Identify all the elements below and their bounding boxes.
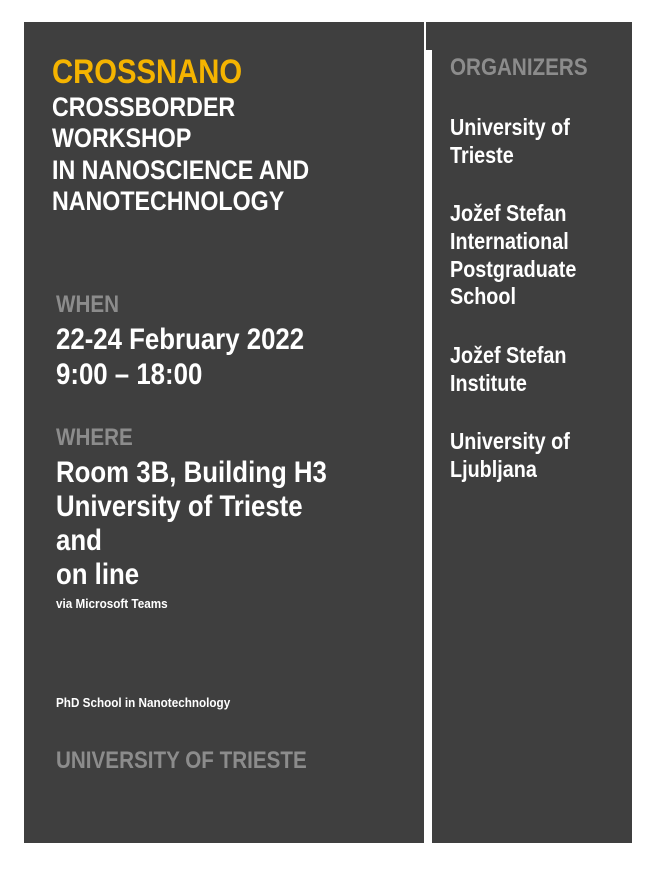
organizer-3-line-2: Institute (450, 370, 527, 396)
where-line-2: University of Trieste (56, 490, 303, 523)
organizer-2-line-1: Jožef Stefan (450, 200, 567, 226)
organizer-3-line-1: Jožef Stefan (450, 342, 567, 368)
organizer-1-line-1: University of (450, 114, 570, 140)
organizer-2-line-2: International (450, 228, 569, 254)
where-line-4: on line (56, 558, 140, 591)
phd-school: PhD School in Nanotechnology (56, 695, 231, 710)
right-panel-top (426, 22, 632, 50)
event-title-line-3: IN NANOSCIENCE AND (52, 155, 310, 185)
organizer-2-line-3: Postgraduate (450, 256, 577, 282)
organizer-4-line-2: Ljubljana (450, 456, 537, 482)
event-date: 22-24 February 2022 (56, 323, 305, 356)
where-note: via Microsoft Teams (56, 596, 168, 611)
when-label: WHEN (56, 291, 120, 318)
where-line-1: Room 3B, Building H3 (56, 456, 327, 489)
organizer-1-line-2: Trieste (450, 142, 514, 168)
organizer-2-line-4: School (450, 283, 516, 309)
event-title-line-2: WORKSHOP (52, 123, 192, 153)
organizers-heading: ORGANIZERS (450, 54, 588, 81)
event-time: 9:00 – 18:00 (56, 358, 203, 391)
event-brand: CROSSNANO (52, 53, 243, 91)
organizer-4-line-1: University of (450, 428, 570, 454)
event-title-line-1: CROSSBORDER (52, 92, 236, 122)
where-label: WHERE (56, 424, 133, 451)
university-footer: UNIVERSITY OF TRIESTE (56, 747, 307, 774)
event-title-line-4: NANOTECHNOLOGY (52, 186, 285, 216)
where-line-3: and (56, 524, 102, 557)
